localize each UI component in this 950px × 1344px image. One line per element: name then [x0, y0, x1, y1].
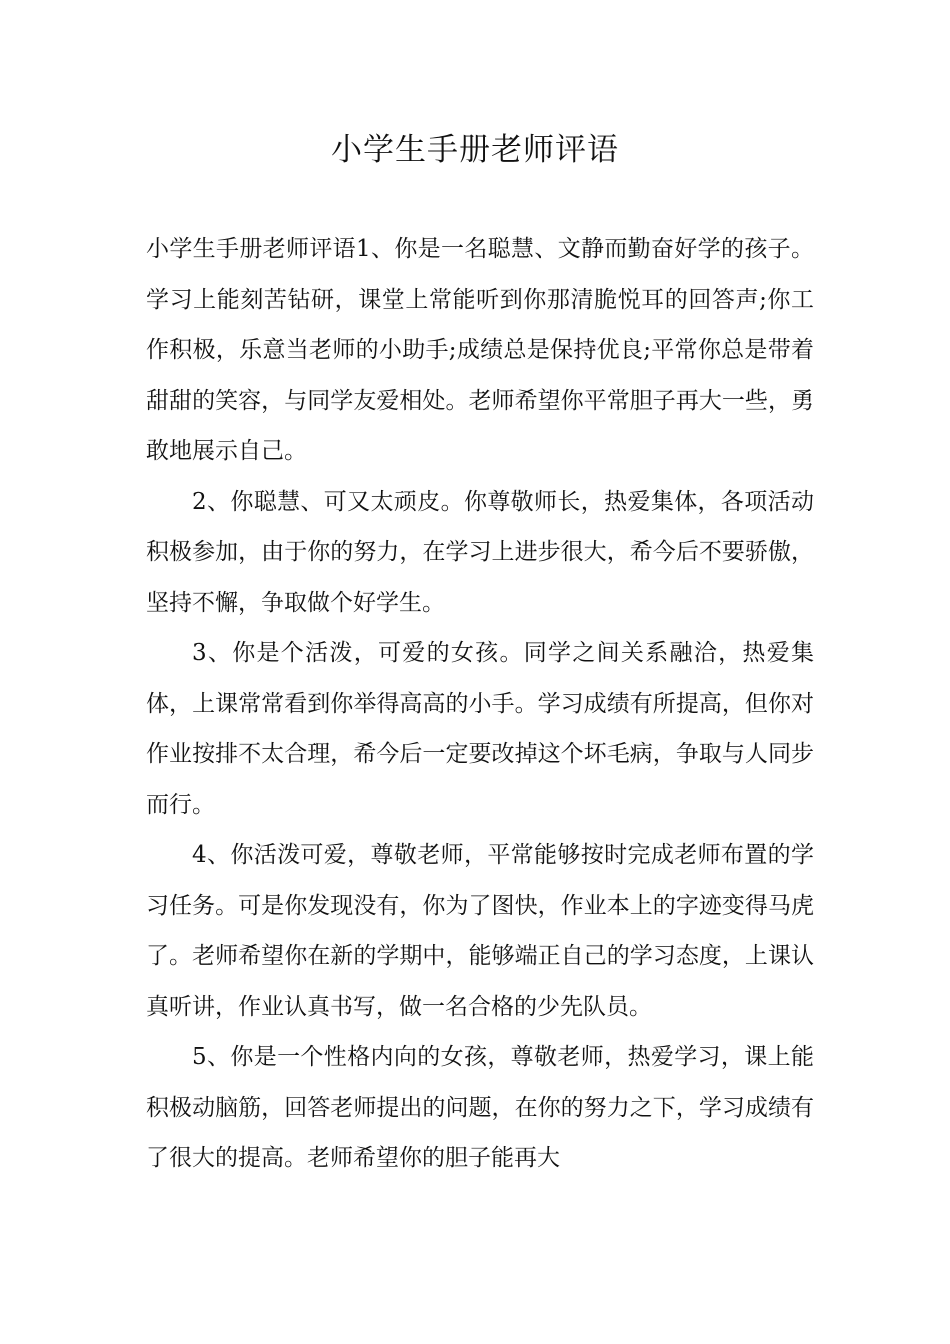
document-title: 小学生手册老师评语	[331, 132, 619, 168]
paragraph-text: 1、你是一名聪慧、文静而勤奋好学的孩子。学习上能刻苦钻研，课堂上常能听到你那清脆悦耳的回答声;你工作积极，乐意当老师的小助手;成绩总是保持优良;平常你总是带着甜甜的笑容，与同学友爱相处。老师希望你平常胆子再大一些，勇敢地展示自己。	[146, 236, 814, 464]
paragraph-1	[146, 224, 814, 477]
paragraph-5: 5、你是一个性格内向的女孩，尊敬老师，热爱学习，课上能积极动脑筋，回答老师提出的问题，在你的努力之下，学习成绩有了很大的提高。老师希望你的胆子能再大	[146, 1044, 814, 1171]
paragraph-3: 3、你是个活泼，可爱的女孩。同学之间关系融洽，热爱集体，上课常常看到你举得高高的小手。学习成绩有所提高，但你对作业按排不太合理，希今后一定要改掉这个坏毛病，争取与人同步而行。	[146, 640, 814, 818]
document-body	[146, 224, 814, 1184]
paragraph-2: 2、你聪慧、可又太顽皮。你尊敬师长，热爱集体，各项活动积极参加，由于你的努力，在学习上进步很大，希今后不要骄傲，坚持不懈，争取做个好学生。	[146, 488, 814, 616]
paragraph-lead: 小学生手册老师评语	[146, 236, 357, 262]
paragraph-4: 4、你活泼可爱，尊敬老师，平常能够按时完成老师布置的学习任务。可是你发现没有，你为了图快，作业本上的字迹变得马虎了。老师希望你在新的学期中，能够端正自己的学习态度，上课认真听讲，作业认真书写，做一名合格的少先队员。	[146, 842, 814, 1020]
